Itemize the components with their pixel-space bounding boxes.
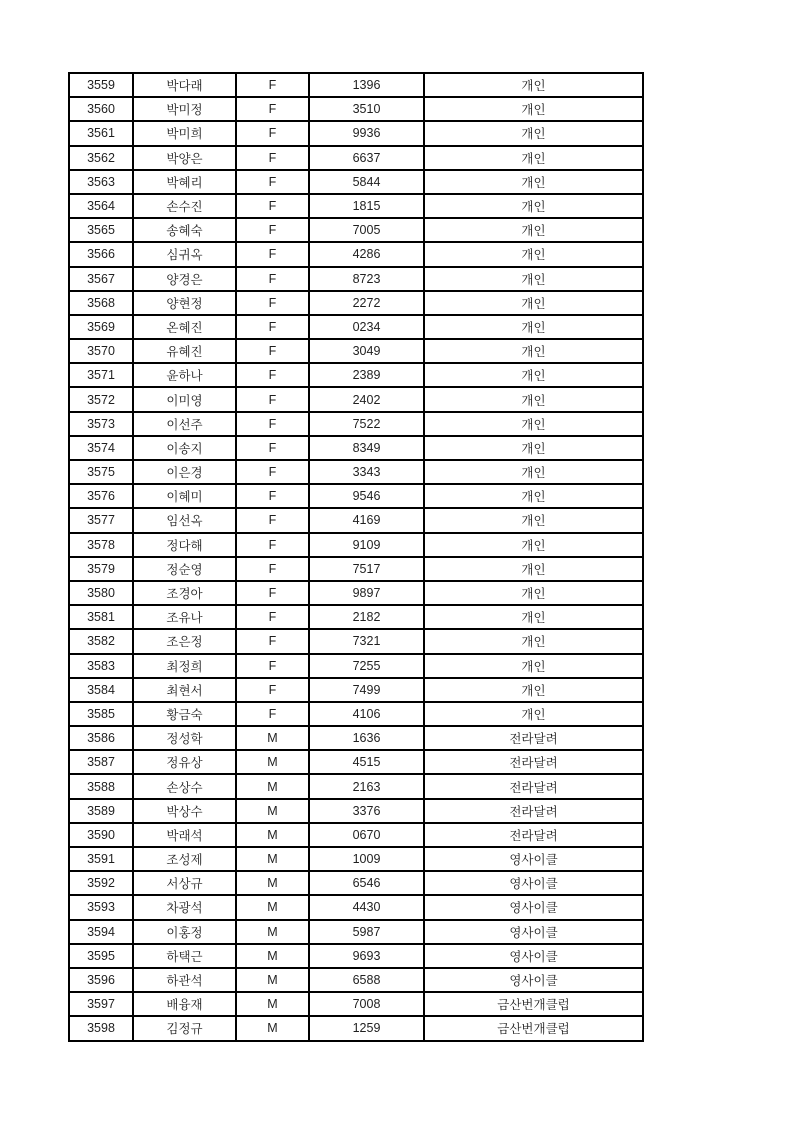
- cell-gender: M: [236, 895, 309, 919]
- cell-club: 개인: [424, 291, 643, 315]
- roster-table-body: [69, 73, 643, 1041]
- cell-id: 3577: [69, 508, 133, 532]
- cell-id: 3563: [69, 170, 133, 194]
- table-row: [69, 629, 643, 653]
- cell-club: 전라달려: [424, 774, 643, 798]
- table-row: [69, 291, 643, 315]
- cell-name: 이선주: [133, 412, 236, 436]
- table-row: [69, 339, 643, 363]
- table-row: [69, 557, 643, 581]
- cell-name: 유혜진: [133, 339, 236, 363]
- table-row: [69, 605, 643, 629]
- table-row: [69, 387, 643, 411]
- table-row: [69, 73, 643, 97]
- cell-id: 3580: [69, 581, 133, 605]
- cell-number: 7499: [309, 678, 424, 702]
- table-row: [69, 702, 643, 726]
- cell-number: 4286: [309, 242, 424, 266]
- cell-id: 3570: [69, 339, 133, 363]
- cell-number: 3510: [309, 97, 424, 121]
- cell-gender: F: [236, 73, 309, 97]
- table-row: [69, 1016, 643, 1040]
- cell-club: 개인: [424, 436, 643, 460]
- cell-gender: F: [236, 460, 309, 484]
- cell-number: 7005: [309, 218, 424, 242]
- cell-id: 3585: [69, 702, 133, 726]
- table-row: [69, 460, 643, 484]
- cell-id: 3598: [69, 1016, 133, 1040]
- table-row: [69, 581, 643, 605]
- cell-club: 전라달려: [424, 750, 643, 774]
- cell-gender: M: [236, 871, 309, 895]
- cell-number: 3343: [309, 460, 424, 484]
- cell-gender: F: [236, 678, 309, 702]
- cell-name: 윤하나: [133, 363, 236, 387]
- table-row: [69, 194, 643, 218]
- cell-name: 이송지: [133, 436, 236, 460]
- cell-name: 최정희: [133, 654, 236, 678]
- cell-club: 개인: [424, 557, 643, 581]
- cell-gender: F: [236, 315, 309, 339]
- cell-name: 박래석: [133, 823, 236, 847]
- cell-name: 정유상: [133, 750, 236, 774]
- cell-gender: F: [236, 146, 309, 170]
- cell-gender: F: [236, 581, 309, 605]
- cell-name: 차광석: [133, 895, 236, 919]
- cell-club: 개인: [424, 654, 643, 678]
- cell-club: 개인: [424, 315, 643, 339]
- cell-gender: M: [236, 774, 309, 798]
- cell-number: 9109: [309, 533, 424, 557]
- cell-name: 이은경: [133, 460, 236, 484]
- cell-number: 4106: [309, 702, 424, 726]
- cell-number: 1636: [309, 726, 424, 750]
- table-row: [69, 920, 643, 944]
- cell-gender: M: [236, 823, 309, 847]
- table-row: [69, 267, 643, 291]
- table-row: [69, 170, 643, 194]
- cell-id: 3589: [69, 799, 133, 823]
- cell-name: 이혜미: [133, 484, 236, 508]
- cell-gender: M: [236, 1016, 309, 1040]
- table-row: [69, 146, 643, 170]
- cell-gender: M: [236, 847, 309, 871]
- cell-name: 정순영: [133, 557, 236, 581]
- cell-club: 개인: [424, 508, 643, 532]
- cell-name: 박상수: [133, 799, 236, 823]
- cell-id: 3592: [69, 871, 133, 895]
- table-row: [69, 363, 643, 387]
- cell-number: 3049: [309, 339, 424, 363]
- table-row: [69, 992, 643, 1016]
- cell-number: 0234: [309, 315, 424, 339]
- cell-club: 영사이클: [424, 968, 643, 992]
- cell-name: 심귀옥: [133, 242, 236, 266]
- cell-name: 박양은: [133, 146, 236, 170]
- cell-name: 온혜진: [133, 315, 236, 339]
- table-row: [69, 654, 643, 678]
- cell-id: 3590: [69, 823, 133, 847]
- cell-gender: F: [236, 363, 309, 387]
- cell-id: 3567: [69, 267, 133, 291]
- cell-id: 3562: [69, 146, 133, 170]
- cell-number: 7321: [309, 629, 424, 653]
- cell-gender: F: [236, 629, 309, 653]
- cell-gender: F: [236, 387, 309, 411]
- cell-club: 개인: [424, 170, 643, 194]
- cell-number: 1396: [309, 73, 424, 97]
- cell-number: 2163: [309, 774, 424, 798]
- cell-club: 금산번개클럽: [424, 992, 643, 1016]
- cell-number: 9693: [309, 944, 424, 968]
- cell-id: 3569: [69, 315, 133, 339]
- cell-gender: F: [236, 654, 309, 678]
- cell-club: 개인: [424, 97, 643, 121]
- cell-gender: M: [236, 992, 309, 1016]
- cell-gender: F: [236, 291, 309, 315]
- table-row: [69, 823, 643, 847]
- cell-id: 3594: [69, 920, 133, 944]
- cell-gender: F: [236, 218, 309, 242]
- cell-id: 3574: [69, 436, 133, 460]
- cell-club: 개인: [424, 533, 643, 557]
- table-row: [69, 895, 643, 919]
- cell-number: 3376: [309, 799, 424, 823]
- cell-id: 3591: [69, 847, 133, 871]
- cell-club: 영사이클: [424, 920, 643, 944]
- cell-id: 3583: [69, 654, 133, 678]
- cell-gender: F: [236, 267, 309, 291]
- cell-club: 영사이클: [424, 895, 643, 919]
- cell-id: 3560: [69, 97, 133, 121]
- cell-name: 박미정: [133, 97, 236, 121]
- cell-name: 김정규: [133, 1016, 236, 1040]
- table-row: [69, 968, 643, 992]
- cell-number: 6588: [309, 968, 424, 992]
- cell-club: 개인: [424, 267, 643, 291]
- cell-id: 3565: [69, 218, 133, 242]
- cell-gender: F: [236, 412, 309, 436]
- cell-number: 9897: [309, 581, 424, 605]
- cell-id: 3576: [69, 484, 133, 508]
- table-row: [69, 242, 643, 266]
- table-row: [69, 218, 643, 242]
- cell-number: 7517: [309, 557, 424, 581]
- cell-name: 정다해: [133, 533, 236, 557]
- table-row: [69, 97, 643, 121]
- table-row: [69, 121, 643, 145]
- cell-gender: M: [236, 799, 309, 823]
- cell-club: 영사이클: [424, 847, 643, 871]
- cell-id: 3582: [69, 629, 133, 653]
- cell-number: 9936: [309, 121, 424, 145]
- cell-club: 개인: [424, 484, 643, 508]
- cell-name: 박미희: [133, 121, 236, 145]
- cell-name: 조은정: [133, 629, 236, 653]
- cell-id: 3561: [69, 121, 133, 145]
- table-row: [69, 508, 643, 532]
- cell-name: 손상수: [133, 774, 236, 798]
- cell-number: 4515: [309, 750, 424, 774]
- cell-name: 이미영: [133, 387, 236, 411]
- cell-club: 개인: [424, 678, 643, 702]
- cell-id: 3588: [69, 774, 133, 798]
- cell-name: 조성제: [133, 847, 236, 871]
- cell-name: 배융재: [133, 992, 236, 1016]
- cell-club: 금산번개클럽: [424, 1016, 643, 1040]
- cell-id: 3566: [69, 242, 133, 266]
- cell-gender: F: [236, 508, 309, 532]
- cell-club: 개인: [424, 339, 643, 363]
- cell-number: 7522: [309, 412, 424, 436]
- cell-gender: M: [236, 944, 309, 968]
- cell-name: 황금숙: [133, 702, 236, 726]
- table-row: [69, 871, 643, 895]
- cell-gender: F: [236, 605, 309, 629]
- cell-id: 3568: [69, 291, 133, 315]
- cell-id: 3573: [69, 412, 133, 436]
- cell-id: 3597: [69, 992, 133, 1016]
- table-row: [69, 678, 643, 702]
- cell-club: 개인: [424, 242, 643, 266]
- cell-number: 2389: [309, 363, 424, 387]
- cell-gender: F: [236, 436, 309, 460]
- cell-gender: M: [236, 968, 309, 992]
- cell-name: 박다래: [133, 73, 236, 97]
- cell-gender: F: [236, 533, 309, 557]
- table-row: [69, 436, 643, 460]
- cell-club: 개인: [424, 73, 643, 97]
- table-row: [69, 315, 643, 339]
- cell-gender: M: [236, 726, 309, 750]
- cell-number: 6546: [309, 871, 424, 895]
- cell-id: 3575: [69, 460, 133, 484]
- cell-id: 3579: [69, 557, 133, 581]
- table-row: [69, 726, 643, 750]
- cell-id: 3559: [69, 73, 133, 97]
- cell-gender: F: [236, 242, 309, 266]
- table-row: [69, 799, 643, 823]
- cell-number: 2272: [309, 291, 424, 315]
- cell-club: 개인: [424, 702, 643, 726]
- cell-number: 2182: [309, 605, 424, 629]
- cell-number: 9546: [309, 484, 424, 508]
- cell-id: 3581: [69, 605, 133, 629]
- cell-name: 송혜숙: [133, 218, 236, 242]
- cell-id: 3596: [69, 968, 133, 992]
- cell-name: 양현정: [133, 291, 236, 315]
- cell-name: 양경은: [133, 267, 236, 291]
- cell-name: 박혜리: [133, 170, 236, 194]
- cell-number: 1815: [309, 194, 424, 218]
- cell-name: 서상규: [133, 871, 236, 895]
- cell-club: 개인: [424, 194, 643, 218]
- cell-number: 1009: [309, 847, 424, 871]
- cell-gender: F: [236, 121, 309, 145]
- cell-number: 8723: [309, 267, 424, 291]
- cell-number: 2402: [309, 387, 424, 411]
- cell-number: 8349: [309, 436, 424, 460]
- cell-name: 임선옥: [133, 508, 236, 532]
- cell-club: 개인: [424, 121, 643, 145]
- cell-gender: F: [236, 557, 309, 581]
- cell-club: 개인: [424, 363, 643, 387]
- cell-id: 3593: [69, 895, 133, 919]
- cell-club: 개인: [424, 412, 643, 436]
- cell-id: 3587: [69, 750, 133, 774]
- cell-number: 0670: [309, 823, 424, 847]
- table-row: [69, 412, 643, 436]
- cell-club: 개인: [424, 605, 643, 629]
- cell-gender: M: [236, 750, 309, 774]
- cell-id: 3595: [69, 944, 133, 968]
- cell-club: 개인: [424, 218, 643, 242]
- cell-number: 4430: [309, 895, 424, 919]
- cell-name: 최현서: [133, 678, 236, 702]
- cell-club: 전라달려: [424, 823, 643, 847]
- cell-club: 개인: [424, 629, 643, 653]
- table-row: [69, 750, 643, 774]
- cell-gender: M: [236, 920, 309, 944]
- cell-gender: F: [236, 339, 309, 363]
- cell-club: 개인: [424, 460, 643, 484]
- cell-club: 전라달려: [424, 799, 643, 823]
- cell-name: 이홍정: [133, 920, 236, 944]
- cell-id: 3578: [69, 533, 133, 557]
- cell-name: 손수진: [133, 194, 236, 218]
- cell-name: 정성학: [133, 726, 236, 750]
- cell-club: 개인: [424, 581, 643, 605]
- table-row: [69, 847, 643, 871]
- cell-club: 전라달려: [424, 726, 643, 750]
- cell-number: 5987: [309, 920, 424, 944]
- table-row: [69, 484, 643, 508]
- cell-number: 1259: [309, 1016, 424, 1040]
- cell-number: 7008: [309, 992, 424, 1016]
- table-row: [69, 774, 643, 798]
- cell-id: 3571: [69, 363, 133, 387]
- cell-id: 3564: [69, 194, 133, 218]
- cell-gender: F: [236, 702, 309, 726]
- cell-gender: F: [236, 97, 309, 121]
- cell-name: 조유나: [133, 605, 236, 629]
- cell-name: 하택근: [133, 944, 236, 968]
- cell-number: 7255: [309, 654, 424, 678]
- cell-gender: F: [236, 484, 309, 508]
- cell-club: 개인: [424, 146, 643, 170]
- cell-club: 영사이클: [424, 944, 643, 968]
- cell-club: 개인: [424, 387, 643, 411]
- cell-number: 6637: [309, 146, 424, 170]
- cell-number: 5844: [309, 170, 424, 194]
- cell-gender: F: [236, 170, 309, 194]
- cell-club: 영사이클: [424, 871, 643, 895]
- table-row: [69, 533, 643, 557]
- cell-number: 4169: [309, 508, 424, 532]
- cell-id: 3584: [69, 678, 133, 702]
- cell-id: 3586: [69, 726, 133, 750]
- roster-table: [68, 72, 644, 1042]
- cell-id: 3572: [69, 387, 133, 411]
- cell-gender: F: [236, 194, 309, 218]
- cell-name: 하관석: [133, 968, 236, 992]
- table-row: [69, 944, 643, 968]
- cell-name: 조경아: [133, 581, 236, 605]
